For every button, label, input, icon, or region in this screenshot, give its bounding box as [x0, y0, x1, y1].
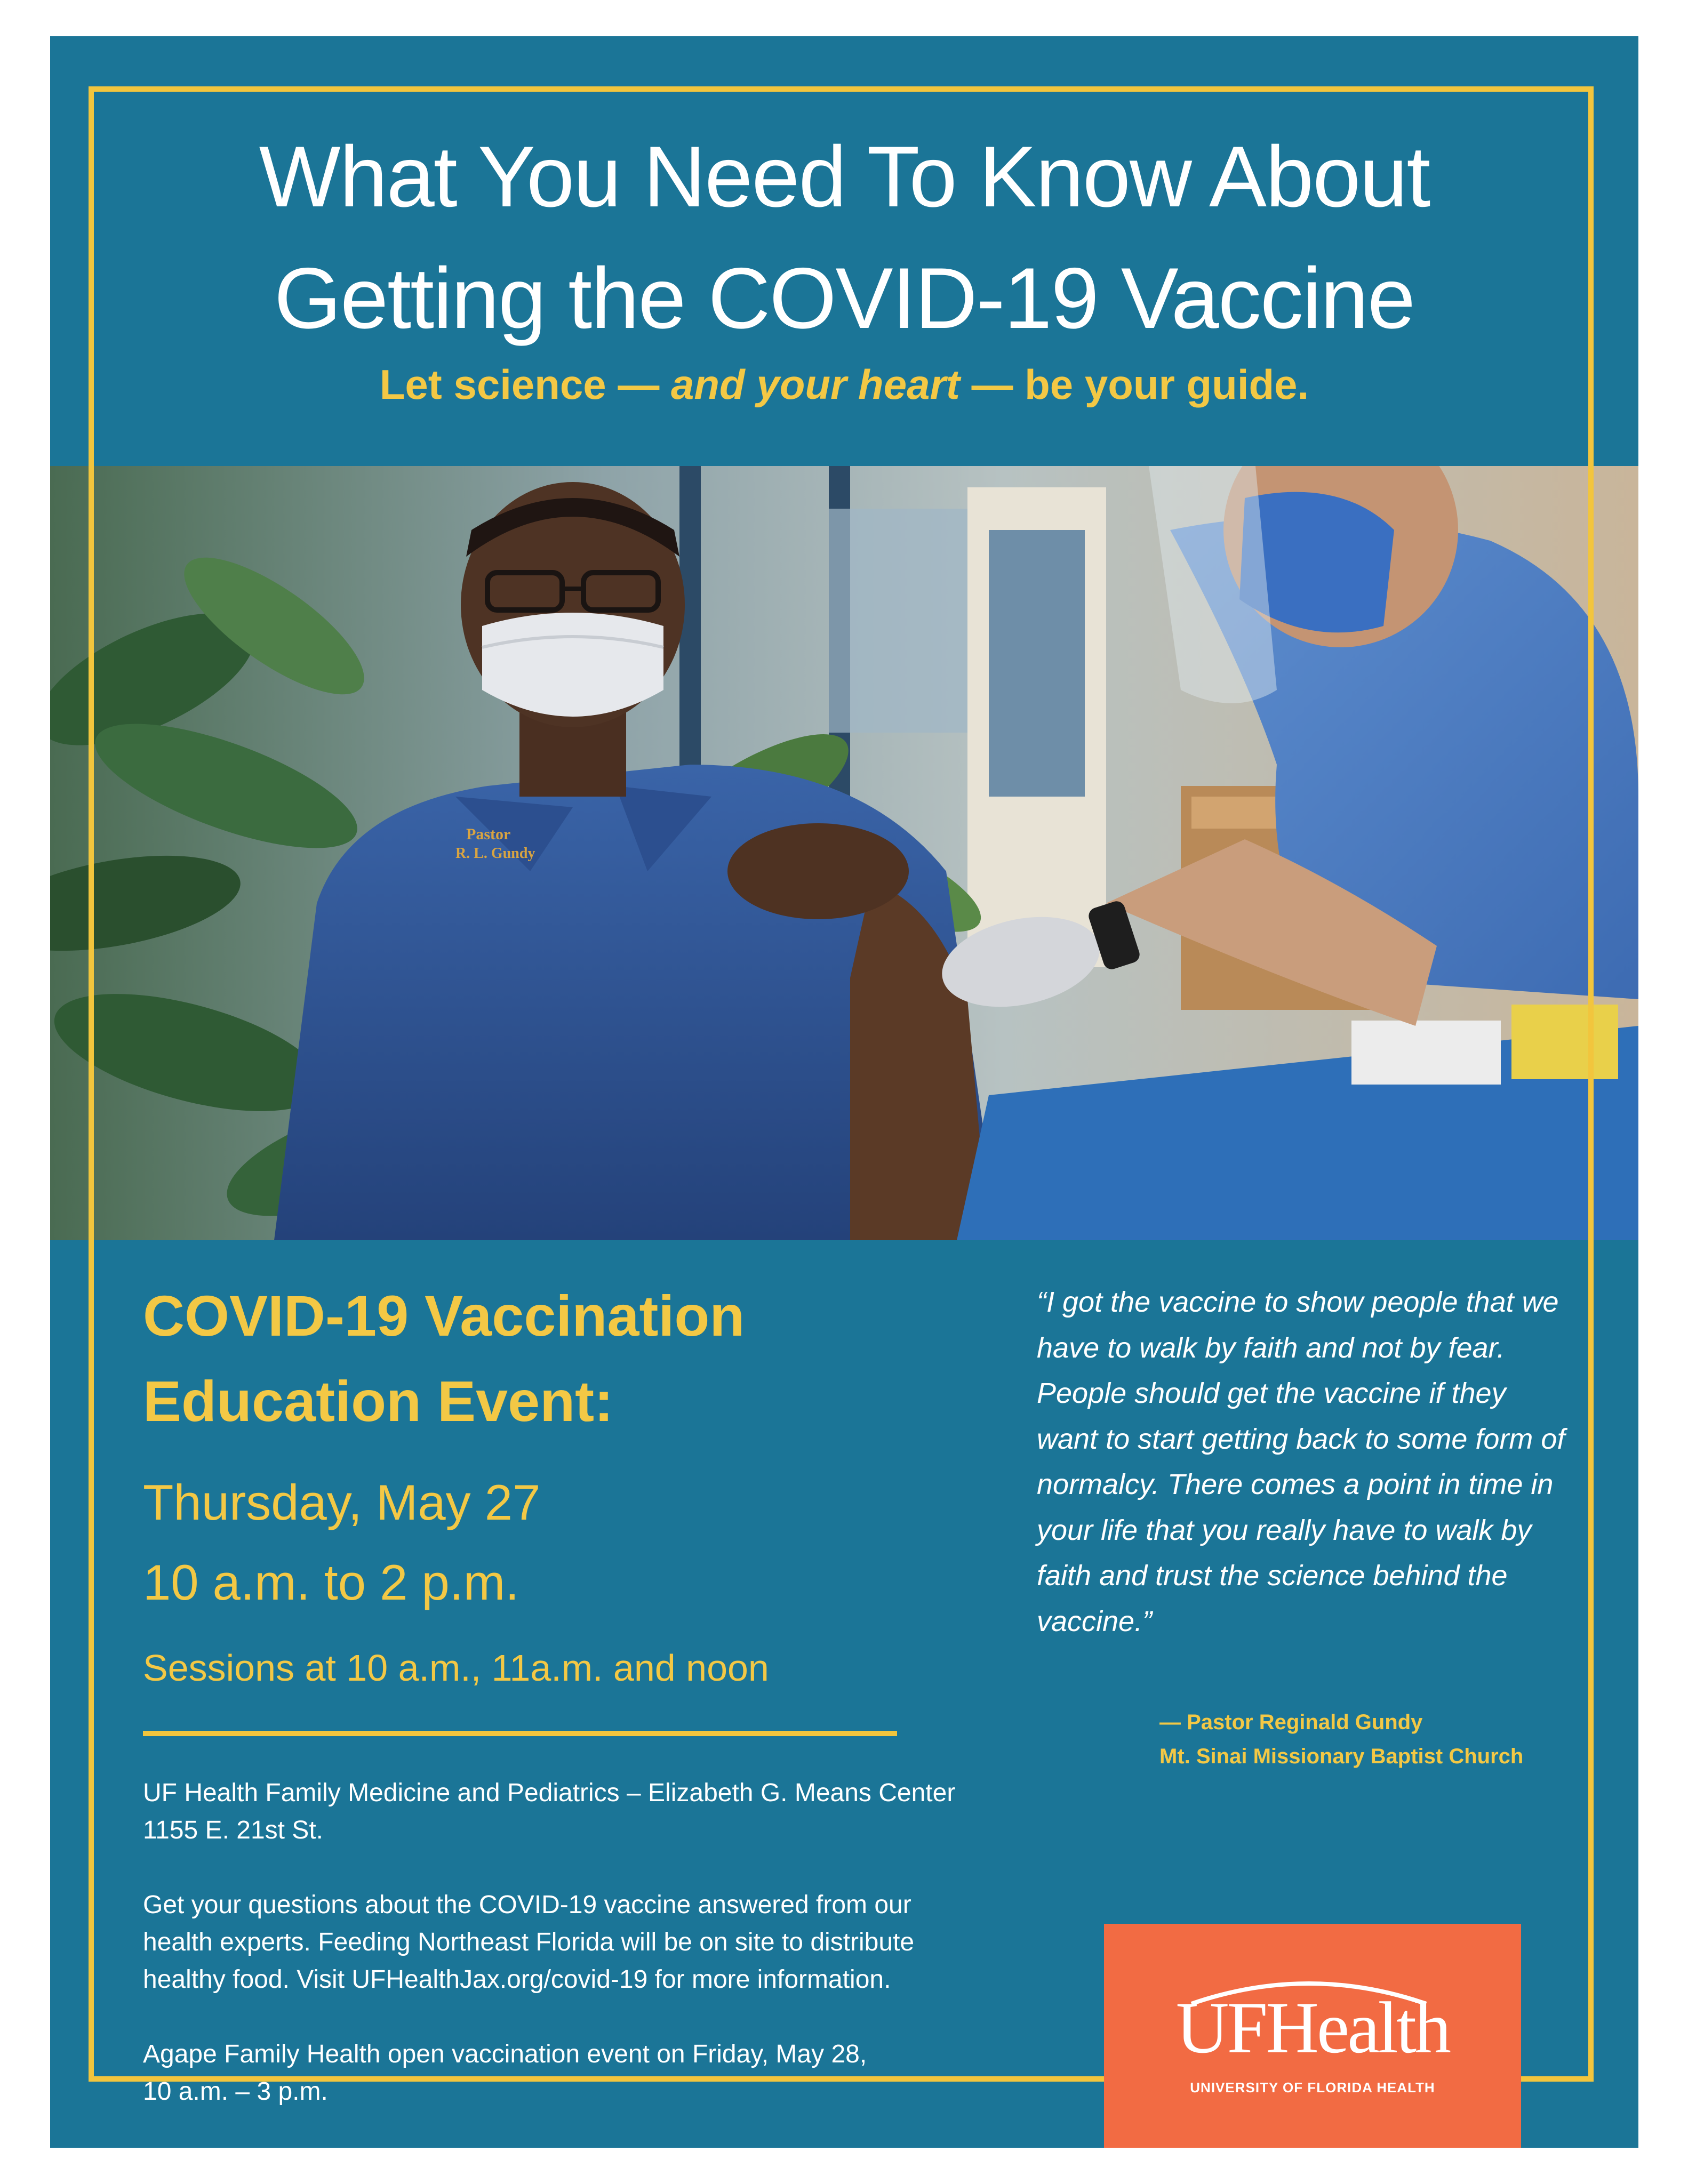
event-details	[143, 1886, 1060, 1998]
event-sessions: Sessions at 10 a.m., 11a.m. and noon	[143, 1647, 769, 1689]
agape-line-1: Agape Family Health open vaccination event on Friday, May 28,	[143, 2040, 867, 2068]
event-location	[143, 1774, 1060, 1849]
title-line-2: Getting the COVID-19 Vaccine	[274, 250, 1415, 347]
event-title-line-2: Education Event:	[143, 1369, 614, 1433]
shirt-embroidery-line-2: R. L. Gundy	[455, 845, 535, 862]
tagline	[50, 360, 1638, 409]
vaccination-photo	[50, 466, 1638, 1240]
location-line-1: UF Health Family Medicine and Pediatrics – Elizabeth G. Means Center	[143, 1779, 956, 1807]
details-line-3: healthy food. Visit UFHealthJax.org/covid-19 for more information.	[143, 1965, 891, 1994]
event-time: 10 a.m. to 2 p.m.	[143, 1554, 519, 1610]
details-line-2: health experts. Feeding Northeast Florida will be on site to distribute	[143, 1928, 915, 1956]
gold-divider	[143, 1731, 897, 1736]
event-date: Thursday, May 27	[143, 1474, 541, 1530]
uf-health-logo	[1104, 1924, 1521, 2148]
logo-wordmark: UFHealth	[1175, 1987, 1450, 2068]
tagline-part-2: — be your guide.	[959, 361, 1309, 408]
attribution-name: — Pastor Reginald Gundy	[1159, 1711, 1423, 1734]
attribution-org: Mt. Sinai Missionary Baptist Church	[1159, 1745, 1524, 1768]
logo-subtitle: UNIVERSITY OF FLORIDA HEALTH	[1190, 2079, 1435, 2095]
details-line-1: Get your questions about the COVID-19 vaccine answered from our	[143, 1891, 911, 1919]
pastor-quote: “I got the vaccine to show people that we have to walk by faith and not by fear. People should get the vaccine if they want to start getting back to some form of normalcy. There comes a point in time in your life that you really have to walk by faith and trust the science behind the vaccine.”	[1037, 1286, 1565, 1637]
title-line-1: What You Need To Know About	[259, 129, 1430, 225]
location-line-2: 1155 E. 21st St.	[143, 1816, 323, 1844]
page-title	[50, 116, 1638, 359]
flyer	[50, 36, 1638, 2148]
event-title-line-1: COVID-19 Vaccination	[143, 1283, 745, 1348]
quote-attribution	[1159, 1705, 1638, 1773]
shirt-embroidery-line-1: Pastor	[466, 825, 511, 843]
tagline-emphasis: and your heart	[671, 361, 960, 408]
agape-event-note	[143, 2036, 1060, 2110]
event-title	[143, 1273, 943, 1444]
tagline-part-1: Let science —	[379, 361, 671, 408]
agape-line-2: 10 a.m. – 3 p.m.	[143, 2077, 328, 2106]
